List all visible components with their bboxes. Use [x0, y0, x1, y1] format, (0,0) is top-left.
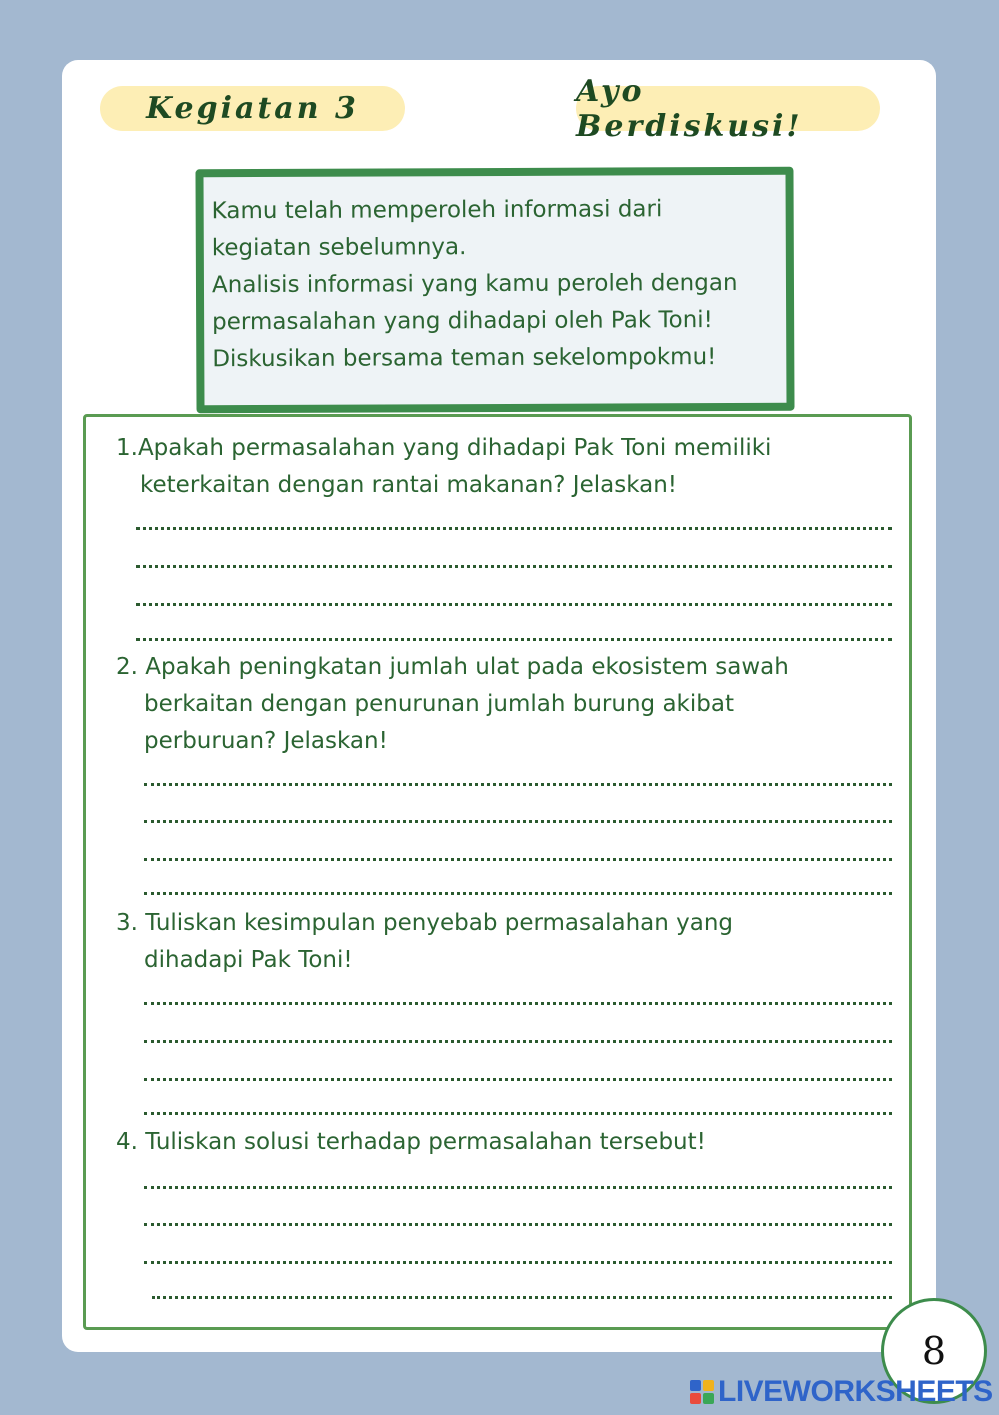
question-2	[116, 649, 789, 760]
answer-line[interactable]	[144, 1078, 892, 1081]
page-number: 8	[921, 1329, 947, 1373]
answer-line[interactable]	[136, 527, 892, 530]
question-text: berkaitan dengan penurunan jumlah burung akibat	[144, 691, 734, 717]
question-3	[116, 905, 733, 979]
brand-name: LIVEWORKSHEETS	[718, 1375, 993, 1408]
question-text: keterkaitan dengan rantai makanan? Jelaskan!	[140, 472, 678, 498]
question-4	[116, 1124, 706, 1161]
question-text: Tuliskan solusi terhadap permasalahan tersebut!	[145, 1129, 706, 1155]
questions-box	[83, 414, 912, 1330]
answer-line[interactable]	[144, 858, 892, 861]
answer-line[interactable]	[144, 1261, 892, 1264]
liveworksheets-logo	[690, 1375, 993, 1409]
question-number: 2.	[116, 654, 138, 680]
question-text: dihadapi Pak Toni!	[144, 947, 353, 973]
instruction-box	[195, 167, 794, 414]
question-text: Tuliskan kesimpulan penyebab permasalahan yang	[145, 910, 734, 936]
instruction-line: Analisis informasi yang kamu peroleh dengan	[211, 269, 738, 299]
answer-line[interactable]	[144, 892, 892, 895]
answer-line[interactable]	[136, 603, 892, 606]
instruction-line: Kamu telah memperoleh informasi dari	[211, 196, 663, 225]
answer-line[interactable]	[144, 1223, 892, 1226]
question-1	[116, 430, 771, 504]
instruction-line: Diskusikan bersama teman sekelompokmu!	[212, 344, 717, 373]
answer-line[interactable]	[144, 1186, 892, 1189]
answer-line[interactable]	[152, 1296, 892, 1299]
question-text: perburuan? Jelaskan!	[144, 728, 388, 754]
question-number: 3.	[116, 910, 138, 936]
answer-line[interactable]	[144, 820, 892, 823]
answer-line[interactable]	[144, 1040, 892, 1043]
section-label: Ayo Berdiskusi!	[576, 86, 880, 131]
instruction-line: permasalahan yang dihadapi oleh Pak Toni!	[212, 307, 713, 336]
answer-line[interactable]	[144, 783, 892, 786]
answer-line[interactable]	[144, 1112, 892, 1115]
answer-line[interactable]	[136, 565, 892, 568]
liveworksheets-logo-icon	[690, 1380, 714, 1404]
question-number: 4.	[116, 1129, 138, 1155]
answer-line[interactable]	[144, 1002, 892, 1005]
instruction-line: kegiatan sebelumnya.	[211, 234, 467, 262]
question-text: Apakah peningkatan jumlah ulat pada ekosistem sawah	[145, 654, 789, 680]
question-text: Apakah permasalahan yang dihadapi Pak Toni memiliki	[137, 435, 772, 461]
question-number: 1.	[116, 435, 138, 461]
activity-label: Kegiatan 3	[100, 86, 405, 131]
answer-line[interactable]	[136, 638, 892, 641]
